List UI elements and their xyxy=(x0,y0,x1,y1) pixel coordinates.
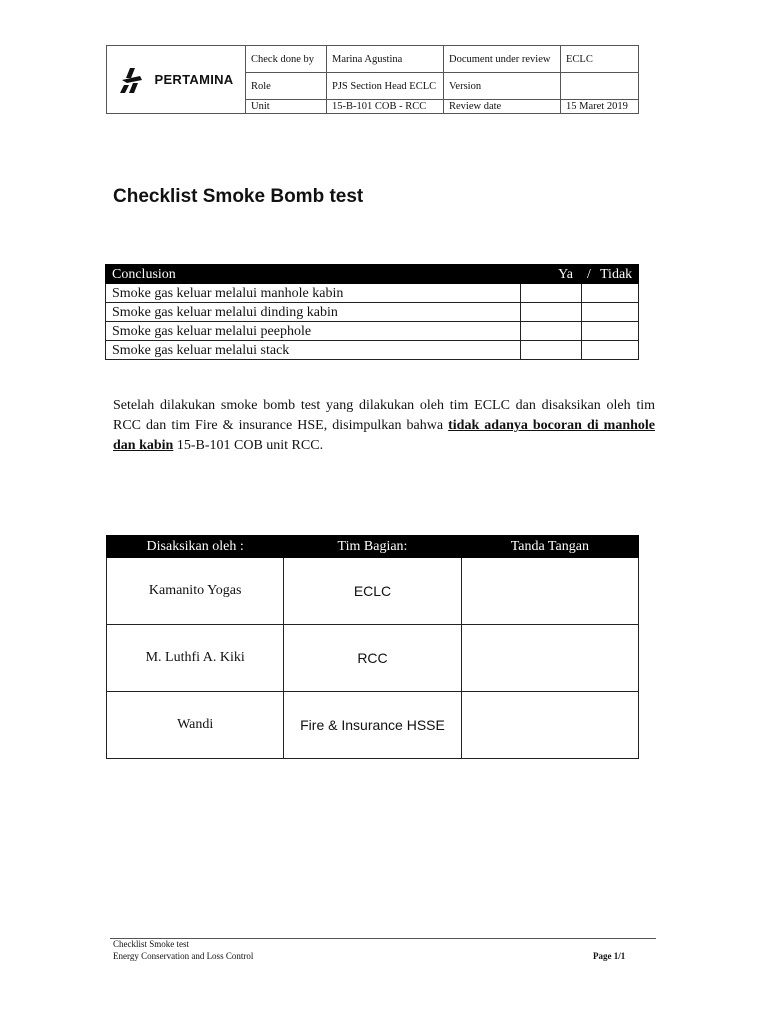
witness-row xyxy=(107,692,639,759)
witness-name: Kamanito Yogas xyxy=(107,558,284,625)
ya-checkbox[interactable] xyxy=(521,284,582,303)
conclusion-paragraph xyxy=(113,396,655,456)
separator-slash: / xyxy=(587,266,591,282)
checklist-row xyxy=(106,322,639,341)
witness-team: ECLC xyxy=(284,558,461,625)
version-value xyxy=(561,73,639,100)
check-done-by-label: Check done by xyxy=(246,46,327,73)
logo-text: PERTAMINA xyxy=(154,72,234,87)
ya-checkbox[interactable] xyxy=(521,341,582,360)
witness-header-row xyxy=(107,536,639,558)
conclusion-header: Conclusion xyxy=(106,265,521,284)
tidak-header xyxy=(582,265,639,284)
witness-row xyxy=(107,558,639,625)
paragraph-text: Setelah dilakukan smoke bomb test yang dilakukan oleh tim ECLC dan disaksikan oleh tim RCC dan tim Fire & insurance HSE, disimpulkan bahwa xyxy=(113,398,655,433)
ya-header xyxy=(521,265,582,284)
ya-checkbox[interactable] xyxy=(521,303,582,322)
pertamina-logo-icon xyxy=(118,66,148,94)
page-title: Checklist Smoke Bomb test xyxy=(113,186,364,207)
witness-row xyxy=(107,625,639,692)
checklist-item-label: Smoke gas keluar melalui manhole kabin xyxy=(106,284,521,303)
paragraph-emphasis: tidak adanya bocoran di manhole dan kabin xyxy=(113,418,656,453)
checklist-item-label: Smoke gas keluar melalui peephole xyxy=(106,322,521,341)
role-label: Role xyxy=(246,73,327,100)
footer-department: Energy Conservation and Loss Control xyxy=(113,951,254,961)
checklist-row xyxy=(106,284,639,303)
tidak-checkbox[interactable] xyxy=(582,303,639,322)
team-header: Tim Bagian: xyxy=(284,536,461,558)
company-logo xyxy=(107,46,246,114)
signature-cell[interactable] xyxy=(461,625,638,692)
document-header-table xyxy=(106,45,639,114)
paragraph-text-end: 15-B-101 COB unit RCC. xyxy=(173,438,324,453)
unit-value: 15-B-101 COB - RCC xyxy=(327,100,444,114)
ya-checkbox[interactable] xyxy=(521,322,582,341)
doc-under-review-label: Document under review xyxy=(444,46,561,73)
witness-table xyxy=(106,535,639,759)
tidak-checkbox[interactable] xyxy=(582,284,639,303)
witness-header: Disaksikan oleh : xyxy=(107,536,284,558)
tidak-checkbox[interactable] xyxy=(582,341,639,360)
checklist-row xyxy=(106,303,639,322)
signature-cell[interactable] xyxy=(461,692,638,759)
checklist-item-label: Smoke gas keluar melalui stack xyxy=(106,341,521,360)
role-value: PJS Section Head ECLC xyxy=(327,73,444,100)
footer-doc-title: Checklist Smoke test xyxy=(113,939,189,949)
witness-team: RCC xyxy=(284,625,461,692)
checklist-header-row xyxy=(106,265,639,284)
doc-under-review-value: ECLC xyxy=(561,46,639,73)
ya-header-label: Ya xyxy=(558,266,573,282)
witness-name: Wandi xyxy=(107,692,284,759)
review-date-value: 15 Maret 2019 xyxy=(561,100,639,114)
check-done-by-value: Marina Agustina xyxy=(327,46,444,73)
tidak-header-label: Tidak xyxy=(600,266,633,282)
checklist-row xyxy=(106,341,639,360)
signature-cell[interactable] xyxy=(461,558,638,625)
tidak-checkbox[interactable] xyxy=(582,322,639,341)
checklist-table xyxy=(105,264,639,360)
signature-header: Tanda Tangan xyxy=(461,536,638,558)
witness-name: M. Luthfi A. Kiki xyxy=(107,625,284,692)
witness-team: Fire & Insurance HSSE xyxy=(284,692,461,759)
footer-divider xyxy=(110,938,656,939)
checklist-item-label: Smoke gas keluar melalui dinding kabin xyxy=(106,303,521,322)
review-date-label: Review date xyxy=(444,100,561,114)
version-label: Version xyxy=(444,73,561,100)
unit-label: Unit xyxy=(246,100,327,114)
footer-page-number: Page 1/1 xyxy=(593,951,626,961)
